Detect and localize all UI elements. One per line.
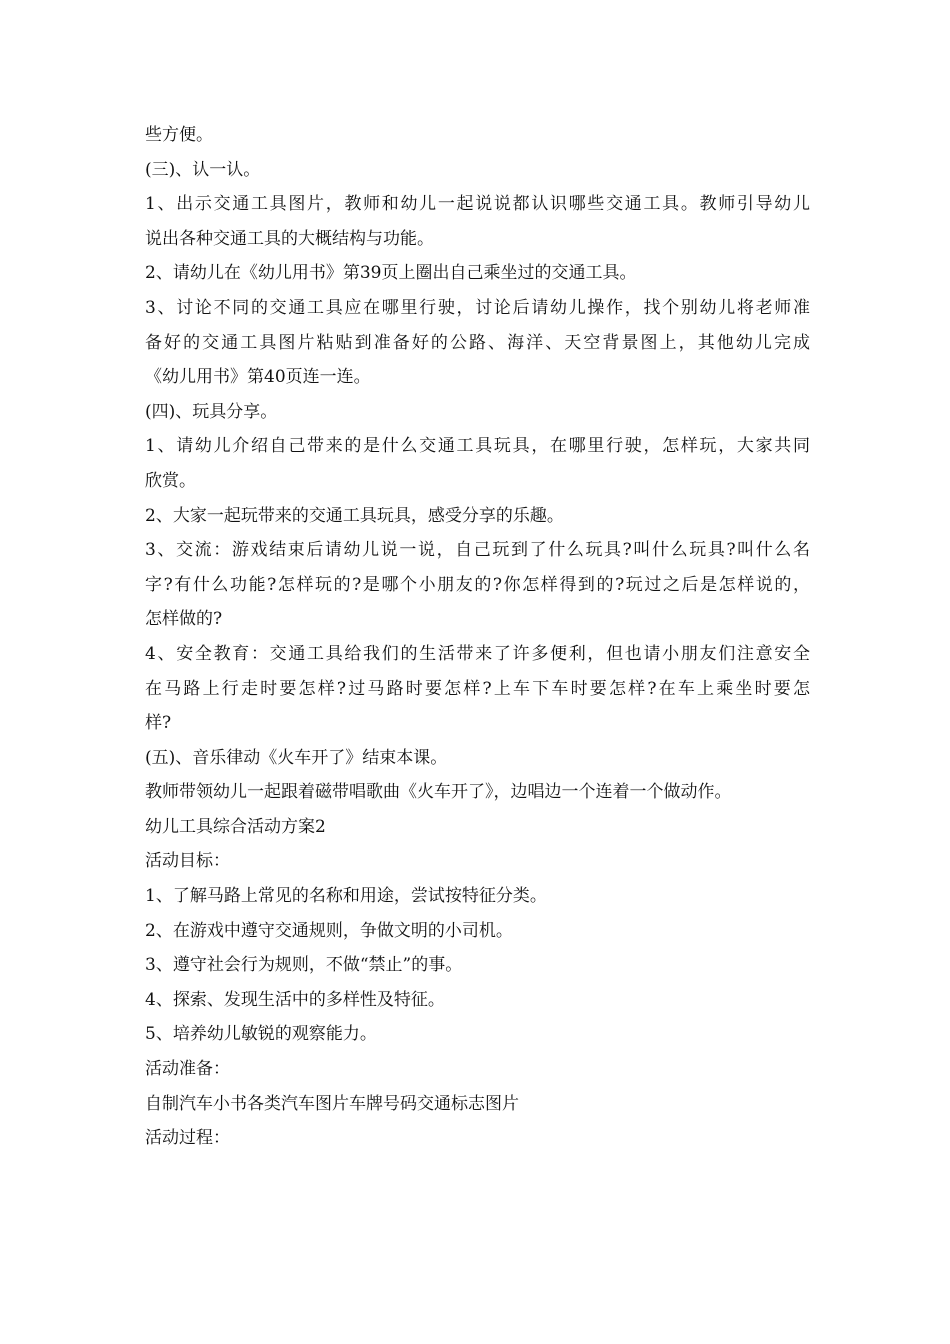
section-heading: 活动目标：	[145, 851, 230, 872]
text-line: 欣赏。	[145, 470, 196, 491]
section-heading: (四)、玩具分享。	[145, 401, 278, 422]
text-line: 《幼儿用书》第40页连一连。	[145, 367, 371, 388]
section-heading: 活动过程：	[145, 1128, 230, 1149]
list-item: 4、探索、发现生活中的多样性及特征。	[145, 989, 445, 1010]
list-item: 3、遵守社会行为规则，不做“禁止”的事。	[145, 955, 463, 976]
text-line: 怎样做的?	[145, 609, 223, 630]
text-line: 字?有什么功能?怎样玩的?是哪个小朋友的?你怎样得到的?玩过之后是怎样说的，	[145, 574, 810, 595]
text-line: 3、讨论不同的交通工具应在哪里行驶，讨论后请幼儿操作，找个别幼儿将老师准	[145, 297, 810, 318]
text-line: 备好的交通工具图片粘贴到准备好的公路、海洋、天空背景图上，其他幼儿完成	[145, 332, 810, 353]
text-line: 些方便。	[145, 125, 213, 145]
text-line: 4、安全教育：交通工具给我们的生活带来了许多便利，但也请小朋友们注意安全	[145, 643, 810, 664]
text-line: 2、请幼儿在《幼儿用书》第39页上圈出自己乘坐过的交通工具。	[145, 263, 637, 284]
section-heading: (三)、认一认。	[145, 159, 261, 180]
section-heading: 活动准备：	[145, 1059, 230, 1080]
list-item: 1、了解马路上常见的名称和用途，尝试按特征分类。	[145, 886, 547, 907]
document-title: 幼儿工具综合活动方案2	[145, 816, 326, 837]
list-item: 2、在游戏中遵守交通规则，争做文明的小司机。	[145, 920, 513, 941]
text-line: 自制汽车小书各类汽车图片车牌号码交通标志图片	[145, 1093, 519, 1114]
text-line: 在马路上行走时要怎样?过马路时要怎样?上车下车时要怎样?在车上乘坐时要怎	[145, 678, 810, 699]
text-line: 1、请幼儿介绍自己带来的是什么交通工具玩具，在哪里行驶，怎样玩，大家共同	[145, 436, 810, 457]
section-heading: (五)、音乐律动《火车开了》结束本课。	[145, 747, 448, 768]
text-line: 1、出示交通工具图片，教师和幼儿一起说说都认识哪些交通工具。教师引导幼儿	[145, 194, 810, 215]
list-item: 5、培养幼儿敏锐的观察能力。	[145, 1024, 377, 1045]
text-line: 说出各种交通工具的大概结构与功能。	[145, 228, 434, 249]
text-line: 教师带领幼儿一起跟着磁带唱歌曲《火车开了》，边唱边一个连着一个做动作。	[145, 782, 732, 803]
text-line: 2、大家一起玩带来的交通工具玩具，感受分享的乐趣。	[145, 505, 564, 526]
text-line: 样?	[145, 713, 172, 734]
document-page	[145, 118, 810, 1156]
text-line: 3、交流：游戏结束后请幼儿说一说，自己玩到了什么玩具?叫什么玩具?叫什么名	[145, 540, 810, 561]
